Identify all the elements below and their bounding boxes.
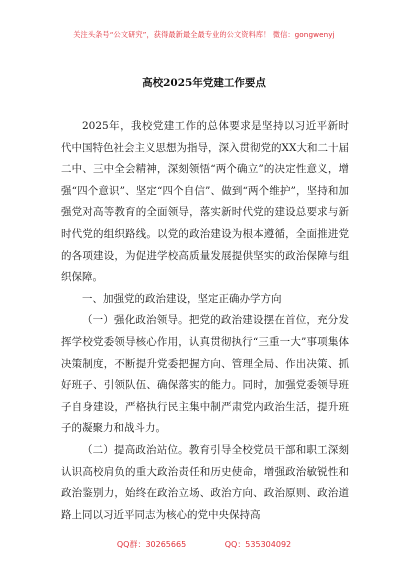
footer-qq-group: QQ群：30265665 [116, 540, 187, 549]
footer-contact [0, 539, 408, 550]
document-title: 高校2025年党建工作要点 [142, 77, 266, 89]
paragraph-intro: 2025年，我校党建工作的总体要求是坚持以习近平新时代中国特色社会主义思想为指导，深入贯彻党的XX大和二十届二中、三中全会精神，深刻领悟“两个确立”的决定性意义，增强“四个意识”、坚定“四个自信”、做到“两个维护”，坚持和加强党对高等教育的全面领导，落实新时代党的建设总要求与新时代党的组织路线。以党的政治建设为根本遵循，全面推进党的各项建设，为促进学校高质量发展提供坚实的政治保障与组织保障。 [61, 120, 349, 284]
document-body [61, 116, 349, 526]
paragraph-item-2: （二）提高政治站位。教育引导全校党员干部和职工深刻认识高校肩负的重大政治责任和历史使命，增强政治敏锐性和政治鉴别力，始终在政治立场、政治方向、政治原则、政治道路上同以习近平同志为核心的党中央保持高 [61, 443, 349, 521]
section-heading-1: 一、加强党的政治建设，坚定正确办学方向 [82, 292, 282, 305]
footer-qq: QQ：535304092 [224, 540, 292, 549]
paragraph-item-1: （一）强化政治领导。把党的政治建设摆在首位，充分发挥学校党委领导核心作用，认真贯彻执行“三重一大”事项集体决策制度，不断提升党委把握方向、管理全局、作出决策、抓好班子、引领队伍、确保落实的能力。同时，加强党委领导班子自身建设，严格执行民主集中制严肃党内政治生活，提升班子的凝聚力和战斗力。 [61, 314, 349, 435]
header-notice: 关注头条号“公文研究”，获得最新最全最专业的公文资料库！ 微信：gongwenyj [73, 30, 335, 39]
